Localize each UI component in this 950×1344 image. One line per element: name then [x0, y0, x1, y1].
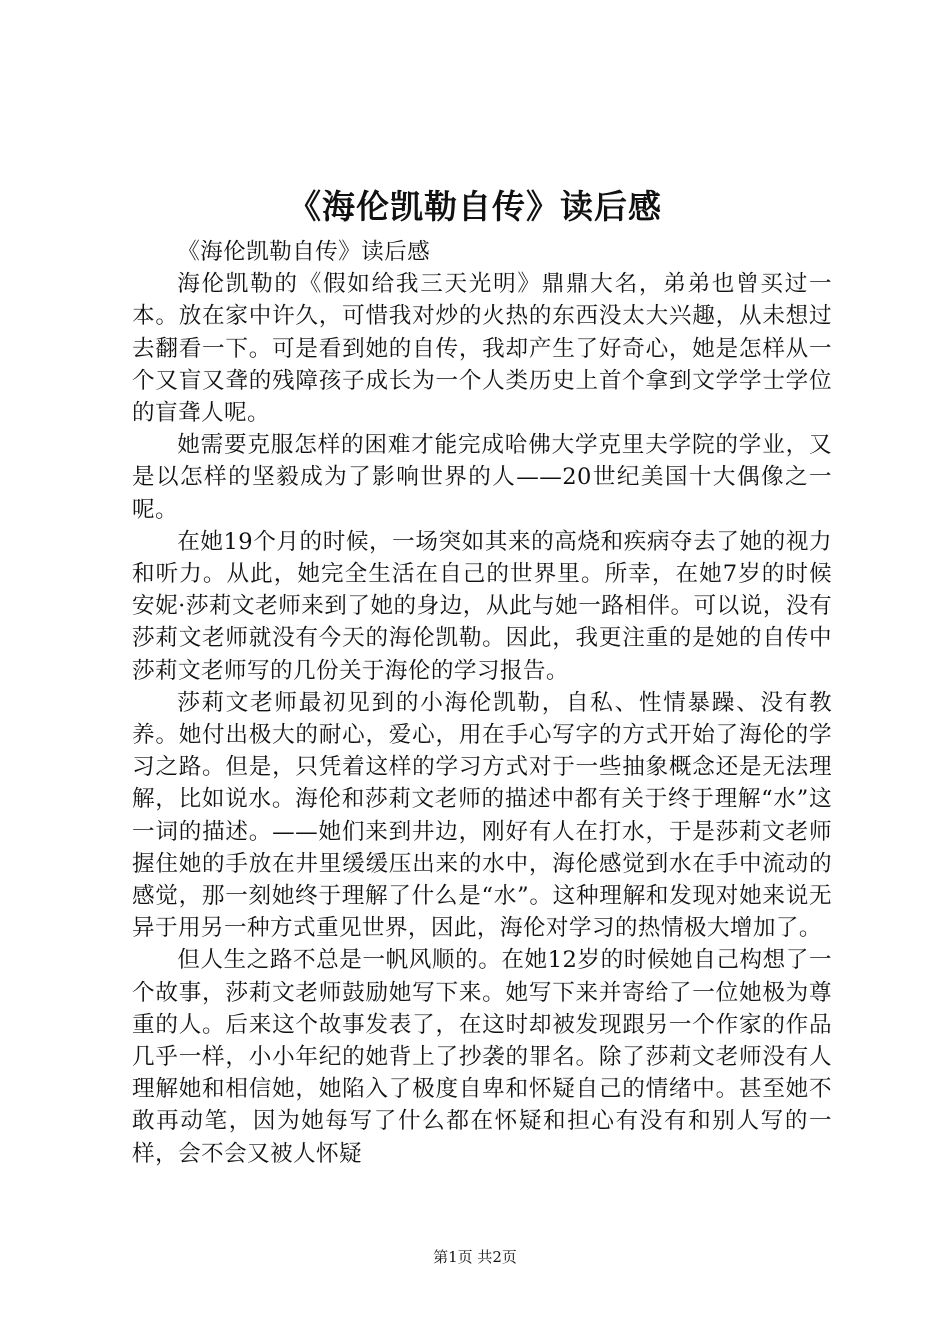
body-paragraph: 她需要克服怎样的困难才能完成哈佛大学克里夫学院的学业，又是以怎样的坚毅成为了影响世界的人——20世纪美国十大偶像之一呢。 — [132, 432, 832, 523]
body-paragraph: 莎莉文老师最初见到的小海伦凯勒，自私、性情暴躁、没有教养。她付出极大的耐心，爱心，用在手心写字的方式开始了海伦的学习之路。但是，只凭着这样的学习方式对于一些抽象概念还是无法理解，比如说水。海伦和莎莉文老师的描述中都有关于终于理解“水”这一词的描述。——她们来到井边，刚好有人在打水，于是莎莉文老师握住她的手放在井里缓缓压出来的水中，海伦感觉到水在手中流动的感觉，那一刻她终于理解了什么是“水”。这种理解和发现对她来说无异于用另一种方式重见世界，因此，海伦对学习的热情极大增加了。 — [132, 689, 832, 942]
body-paragraph: 在她19个月的时候，一场突如其来的高烧和疾病夺去了她的视力和听力。从此，她完全生活在自己的世界里。所幸，在她7岁的时候安妮·莎莉文老师来到了她的身边，从此与她一路相伴。可以说，没有莎莉文老师就没有今天的海伦凯勒。因此，我更注重的是她的自传中莎莉文老师写的几份关于海伦的学习报告。 — [132, 528, 832, 684]
body-paragraph: 《海伦凯勒自传》读后感 — [177, 239, 431, 265]
document-title: 《海伦凯勒自传》读后感 — [288, 187, 662, 226]
body-paragraph: 但人生之路不总是一帆风顺的。在她12岁的时候她自己构想了一个故事，莎莉文老师鼓励她写下来。她写下来并寄给了一位她极为尊重的人。后来这个故事发表了，在这时却被发现跟另一个作家的作品几乎一样，小小年纪的她背上了抄袭的罪名。除了莎莉文老师没有人理解她和相信她，她陷入了极度自卑和怀疑自己的情绪中。甚至她不敢再动笔，因为她每写了什么都在怀疑和担心有没有和别人写的一样，会不会又被人怀疑 — [132, 947, 832, 1167]
document-body — [132, 236, 832, 1170]
body-paragraph: 海伦凯勒的《假如给我三天光明》鼎鼎大名，弟弟也曾买过一本。放在家中许久，可惜我对炒的火热的东西没太大兴趣，从未想过去翻看一下。可是看到她的自传，我却产生了好奇心，她是怎样从一个又盲又聋的残障孩子成长为一个人类历史上首个拿到文学学士学位的盲聋人呢。 — [132, 271, 832, 427]
page-footer: 第1页 共2页 — [433, 1248, 517, 1266]
